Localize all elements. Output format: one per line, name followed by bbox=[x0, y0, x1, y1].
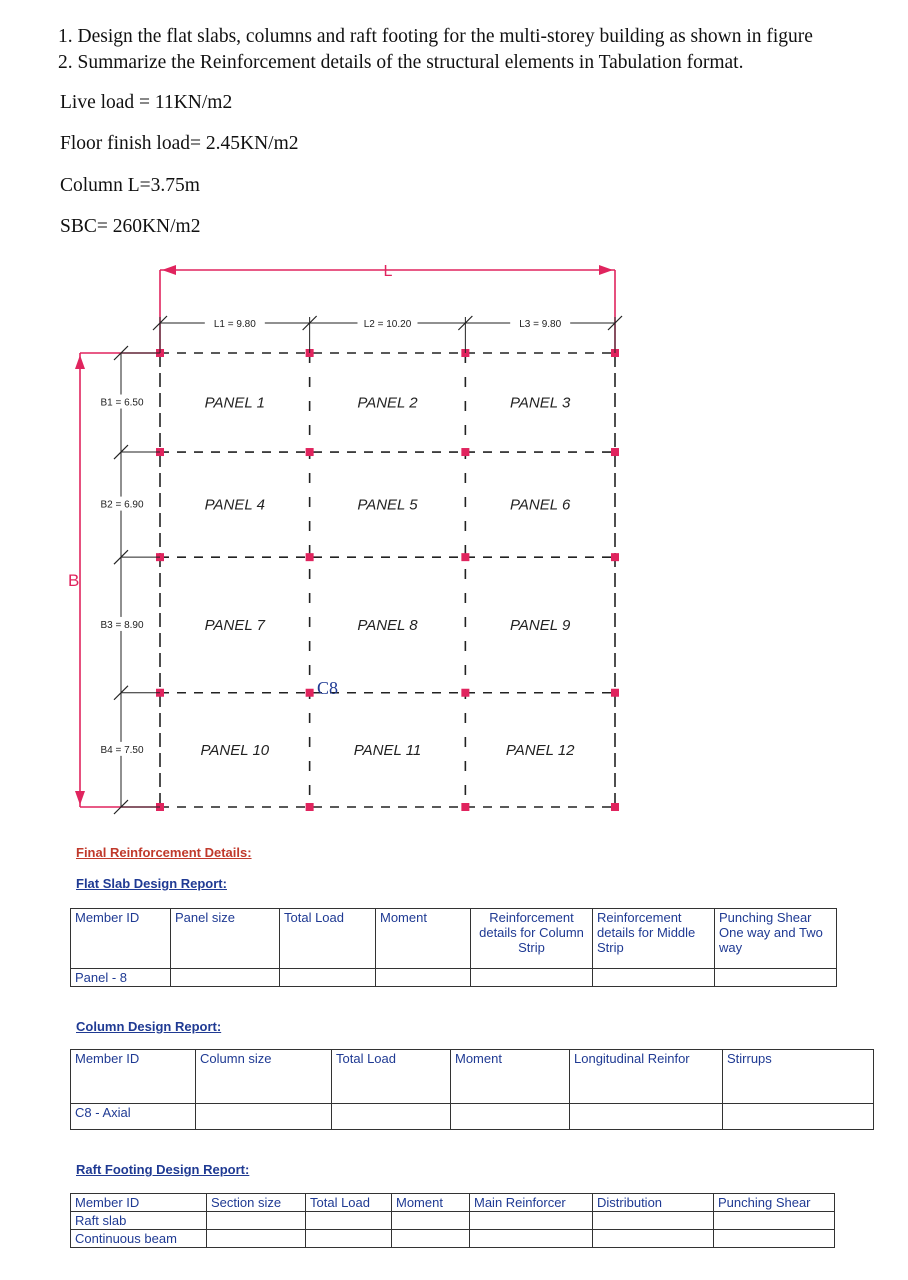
panel-label: PANEL 1 bbox=[204, 394, 265, 412]
flat-slab-table bbox=[70, 908, 837, 987]
table-cell bbox=[593, 1212, 714, 1230]
live-load-text: Live load = 11KN/m2 bbox=[60, 92, 233, 113]
span-label-y: B1 = 6.50 bbox=[100, 397, 144, 409]
table-cell bbox=[714, 1230, 835, 1248]
right-arrow-icon bbox=[599, 265, 613, 275]
sbc-text: SBC= 260KN/m2 bbox=[60, 216, 201, 237]
span-label-x: L1 = 9.80 bbox=[213, 319, 256, 330]
column-header-row bbox=[71, 1050, 874, 1104]
final-details-heading: Final Reinforcement Details: bbox=[76, 845, 252, 860]
down-arrow-icon bbox=[75, 791, 85, 805]
raft-header: Main Reinforcer bbox=[470, 1194, 593, 1212]
column-node bbox=[611, 448, 619, 456]
flat-slab-header: Reinforcement details for Middle Strip bbox=[593, 909, 715, 969]
floor-finish-text: Floor finish load= 2.45KN/m2 bbox=[60, 133, 299, 154]
column-heading: Column Design Report: bbox=[76, 1019, 222, 1034]
span-label-x: L2 = 10.20 bbox=[363, 319, 412, 330]
table-cell bbox=[593, 1230, 714, 1248]
span-label-y: B4 = 7.50 bbox=[100, 744, 144, 756]
flat-slab-header: Punching Shear One way and Two way bbox=[715, 909, 837, 969]
column-length-text: Column L=3.75m bbox=[60, 175, 200, 196]
flat-slab-header: Total Load bbox=[280, 909, 376, 969]
flat-slab-header: Moment bbox=[376, 909, 471, 969]
table-row bbox=[71, 1104, 874, 1130]
column-node bbox=[461, 803, 469, 811]
left-arrow-icon bbox=[162, 265, 176, 275]
up-arrow-icon bbox=[75, 355, 85, 369]
table-cell bbox=[376, 969, 471, 987]
column-node bbox=[611, 689, 619, 697]
table-cell bbox=[196, 1104, 332, 1130]
table-cell bbox=[714, 1212, 835, 1230]
table-cell bbox=[715, 969, 837, 987]
panel-label: PANEL 8 bbox=[357, 616, 418, 634]
table-cell: C8 - Axial bbox=[71, 1104, 196, 1130]
column-header: Moment bbox=[451, 1050, 570, 1104]
table-row bbox=[71, 1230, 835, 1248]
raft-header: Punching Shear bbox=[714, 1194, 835, 1212]
panel-label: PANEL 5 bbox=[357, 496, 418, 514]
table-cell bbox=[723, 1104, 874, 1130]
raft-table bbox=[70, 1193, 835, 1248]
table-cell bbox=[470, 1212, 593, 1230]
span-label-y: B2 = 6.90 bbox=[100, 499, 144, 511]
span-label-y: B3 = 8.90 bbox=[100, 619, 144, 631]
table-cell bbox=[207, 1230, 306, 1248]
raft-header: Total Load bbox=[306, 1194, 392, 1212]
panel-label: PANEL 6 bbox=[510, 496, 571, 514]
table-cell: Raft slab bbox=[71, 1212, 207, 1230]
table-cell bbox=[470, 1230, 593, 1248]
column-header: Stirrups bbox=[723, 1050, 874, 1104]
table-row bbox=[71, 969, 837, 987]
column-node bbox=[306, 689, 314, 697]
column-header: Member ID bbox=[71, 1050, 196, 1104]
panel-label: PANEL 12 bbox=[505, 741, 575, 759]
table-cell: Panel - 8 bbox=[71, 969, 171, 987]
table-cell bbox=[570, 1104, 723, 1130]
table-row bbox=[71, 1212, 835, 1230]
table-cell: Continuous beam bbox=[71, 1230, 207, 1248]
column-node bbox=[306, 553, 314, 561]
table-cell bbox=[593, 969, 715, 987]
raft-header: Moment bbox=[392, 1194, 470, 1212]
column-header: Total Load bbox=[332, 1050, 451, 1104]
table-cell bbox=[332, 1104, 451, 1130]
table-cell bbox=[306, 1212, 392, 1230]
column-node bbox=[611, 553, 619, 561]
column-node bbox=[306, 803, 314, 811]
column-node bbox=[461, 553, 469, 561]
panel-label: PANEL 3 bbox=[510, 394, 571, 412]
table-cell bbox=[451, 1104, 570, 1130]
flat-slab-header: Member ID bbox=[71, 909, 171, 969]
span-label-x: L3 = 9.80 bbox=[519, 319, 562, 330]
column-node bbox=[611, 803, 619, 811]
flat-slab-header: Panel size bbox=[171, 909, 280, 969]
table-cell bbox=[471, 969, 593, 987]
table-cell bbox=[392, 1230, 470, 1248]
table-cell bbox=[392, 1212, 470, 1230]
question-2: 2. Summarize the Reinforcement details of the structural elements in Tabulation format. bbox=[58, 52, 744, 73]
column-c8-label: C8 bbox=[317, 678, 339, 698]
raft-header: Member ID bbox=[71, 1194, 207, 1212]
panel-label: PANEL 7 bbox=[204, 616, 265, 634]
column-table bbox=[70, 1049, 874, 1130]
column-header: Longitudinal Reinfor bbox=[570, 1050, 723, 1104]
raft-heading: Raft Footing Design Report: bbox=[76, 1162, 250, 1177]
column-header: Column size bbox=[196, 1050, 332, 1104]
table-cell bbox=[306, 1230, 392, 1248]
table-cell bbox=[171, 969, 280, 987]
total-width-label: B bbox=[68, 571, 80, 590]
question-1: 1. Design the flat slabs, columns and raft footing for the multi-storey building as shown in figure bbox=[58, 26, 813, 47]
total-length-label: L bbox=[383, 263, 393, 280]
raft-header: Distribution bbox=[593, 1194, 714, 1212]
column-node bbox=[461, 689, 469, 697]
panel-label: PANEL 11 bbox=[353, 741, 422, 759]
flat-slab-header-row bbox=[71, 909, 837, 969]
table-cell bbox=[207, 1212, 306, 1230]
column-node bbox=[306, 448, 314, 456]
flat-slab-header: Reinforcement details for Column Strip bbox=[471, 909, 593, 969]
table-cell bbox=[280, 969, 376, 987]
panel-label: PANEL 4 bbox=[204, 496, 265, 514]
panel-label: PANEL 2 bbox=[357, 394, 418, 412]
column-node bbox=[461, 448, 469, 456]
panel-label: PANEL 9 bbox=[510, 616, 571, 634]
flat-slab-heading: Flat Slab Design Report: bbox=[76, 876, 227, 891]
panel-label: PANEL 10 bbox=[200, 741, 270, 759]
raft-header-row bbox=[71, 1194, 835, 1212]
raft-header: Section size bbox=[207, 1194, 306, 1212]
